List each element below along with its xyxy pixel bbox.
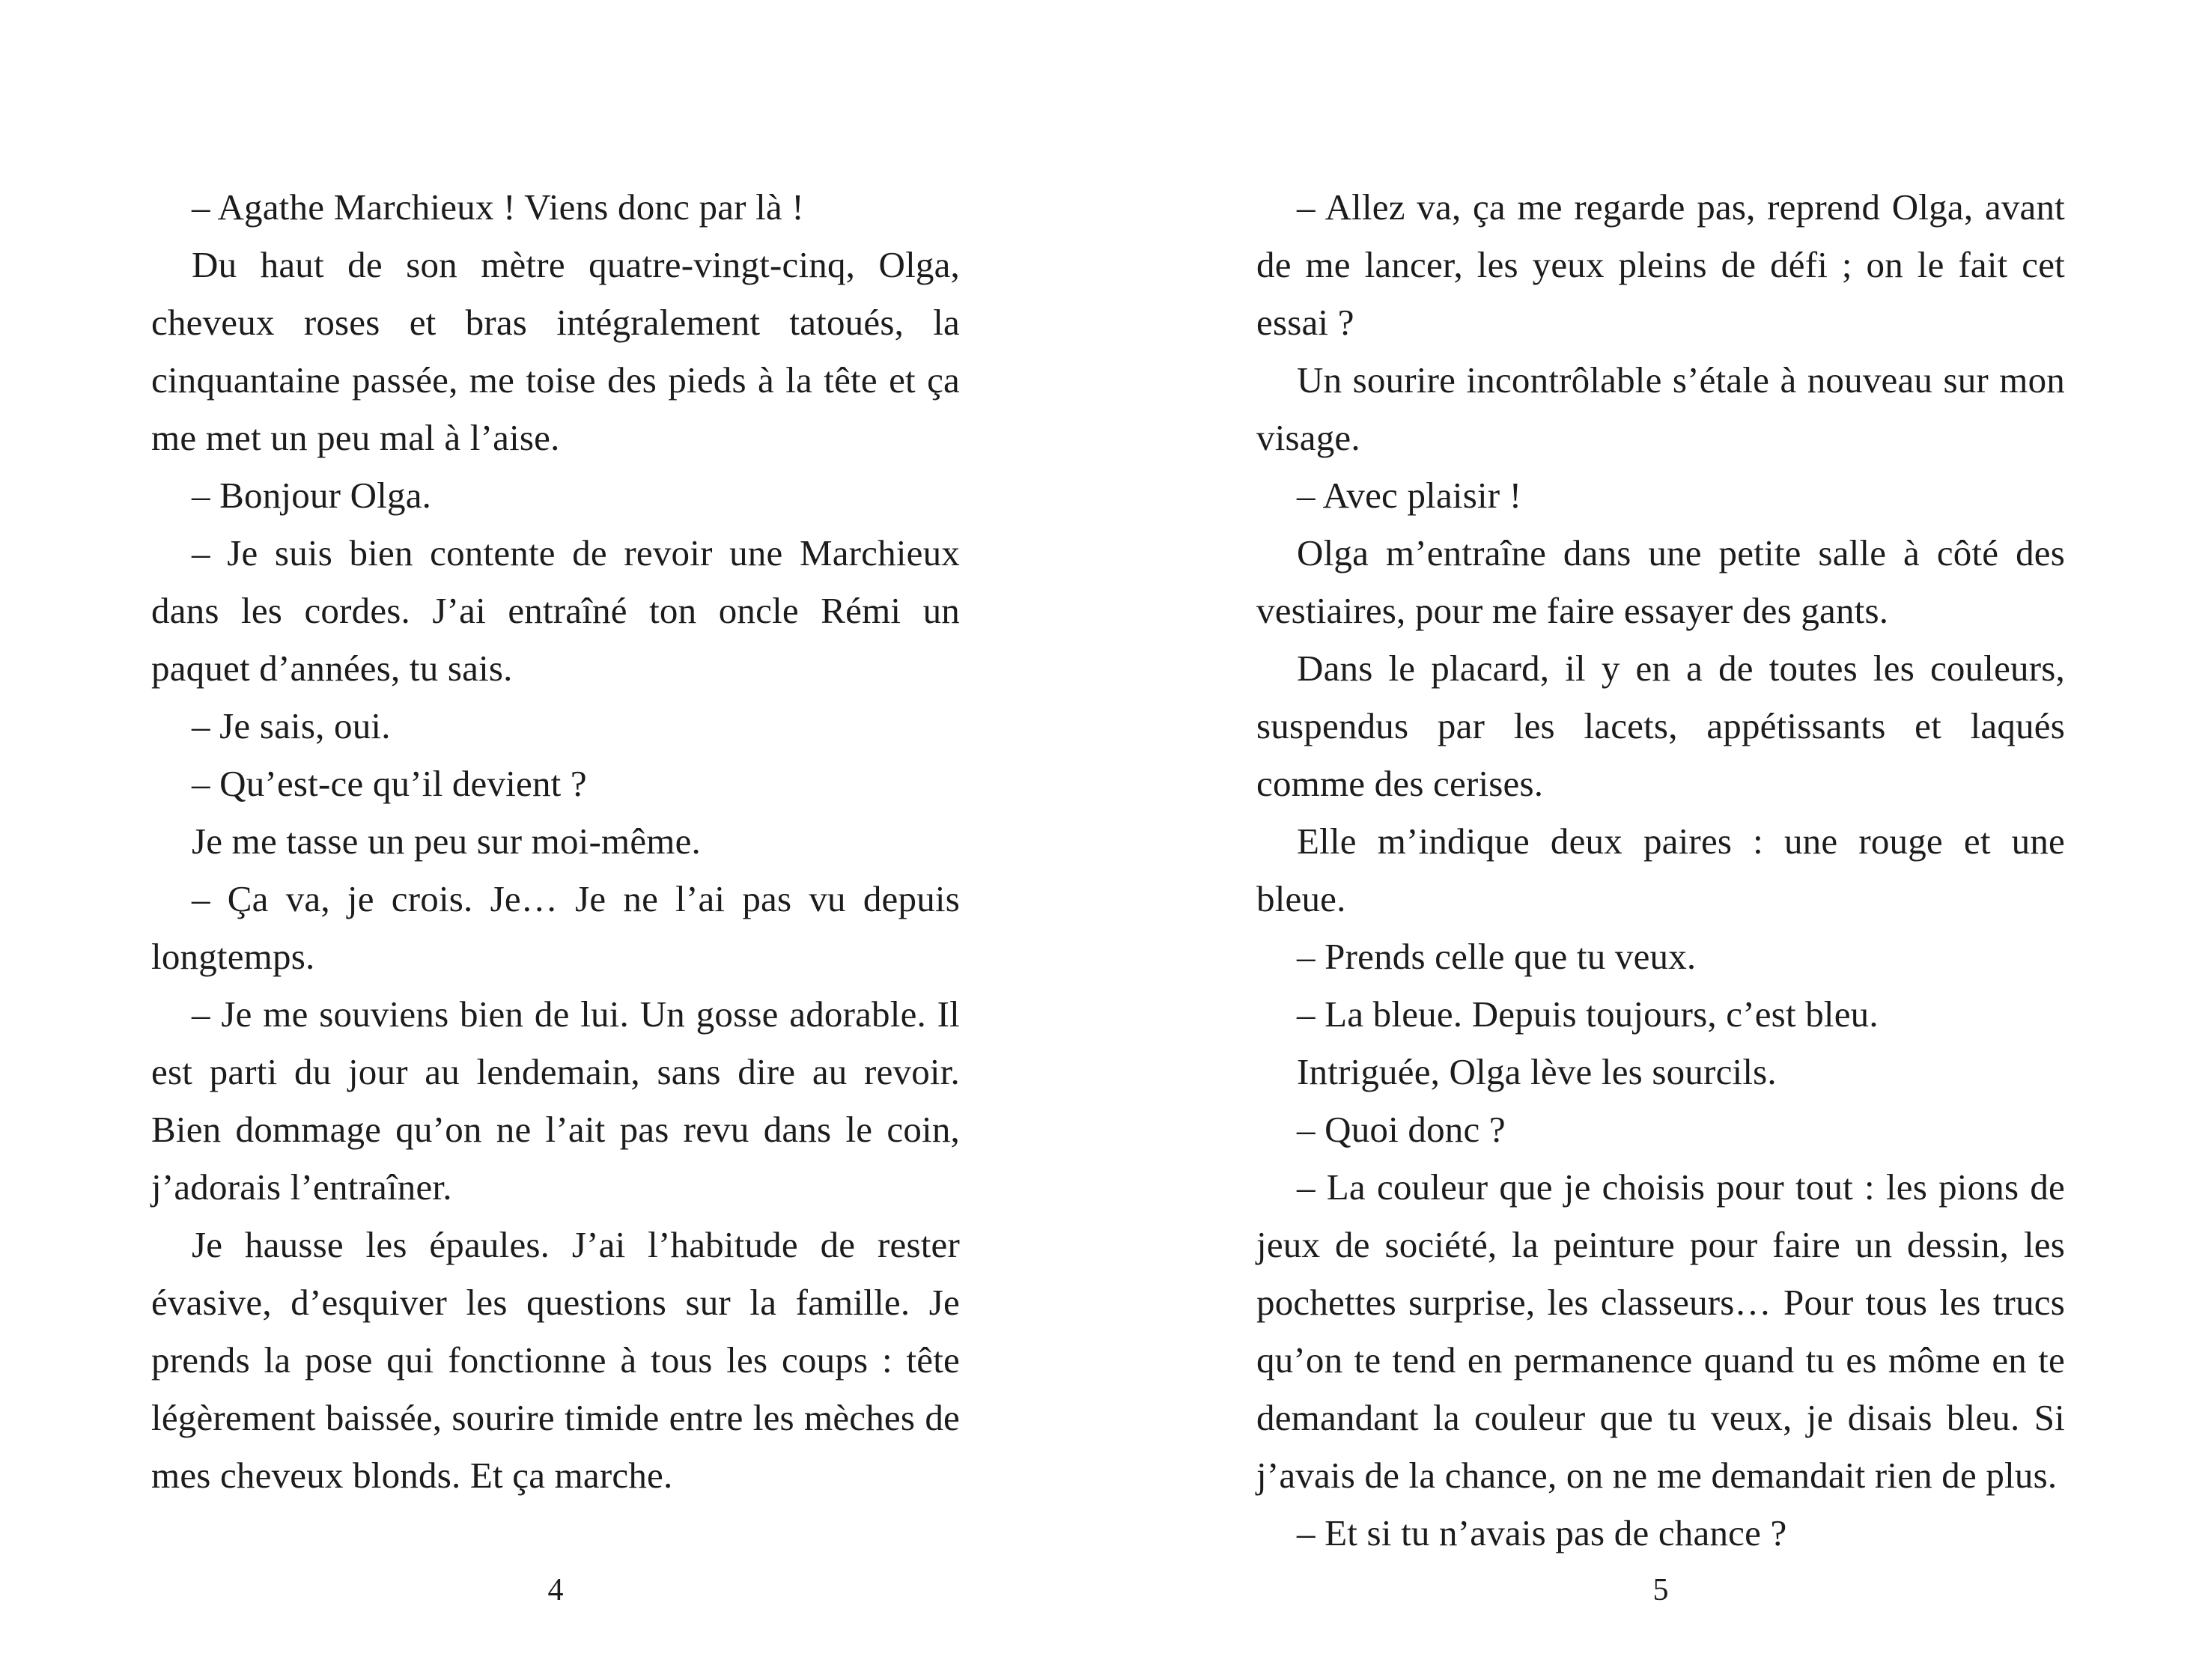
paragraph: – Je sais, oui. bbox=[192, 705, 391, 746]
paragraph: – Allez va, ça me regarde pas, reprend Olga, avant de me lancer, les yeux pleins de défi ; on le fait cet essai ? bbox=[1256, 186, 2065, 343]
page-right bbox=[1105, 0, 2210, 1680]
paragraph: Olga m’entraîne dans une petite salle à côté des vestiaires, pour me faire essayer des gants. bbox=[1256, 532, 2065, 631]
paragraph: – Je me souviens bien de lui. Un gosse adorable. Il est parti du jour au lendemain, sans dire au revoir. Bien dommage qu’on ne l’ait pas revu dans le coin, j’adorais l’entraîner. bbox=[151, 993, 960, 1208]
paragraph: – Quoi donc ? bbox=[1297, 1109, 1506, 1150]
paragraph: Elle m’indique deux paires : une rouge et une bleue. bbox=[1256, 821, 2065, 919]
paragraph: – La couleur que je choisis pour tout : les pions de jeux de société, la peinture pour faire un dessin, les pochettes surprise, les classeurs… Pour tous les trucs qu’on te tend en permanence quand tu es môme en te demandant la couleur que tu veux, je disais bleu. Si j’avais de la chance, on ne me demandait rien de plus. bbox=[1256, 1166, 2065, 1496]
paragraph: – Ça va, je crois. Je… Je ne l’ai pas vu depuis longtemps. bbox=[151, 878, 960, 977]
page-number-right: 5 bbox=[1652, 1573, 1669, 1607]
paragraph: Dans le placard, il y en a de toutes les couleurs, suspendus par les lacets, appétissants et laqués comme des cerises. bbox=[1256, 648, 2065, 804]
paragraph: Je me tasse un peu sur moi-même. bbox=[192, 821, 701, 862]
paragraph: – Prends celle que tu veux. bbox=[1297, 936, 1697, 977]
paragraph: Je hausse les épaules. J’ai l’habitude de rester évasive, d’esquiver les questions sur la famille. Je prends la pose qui fonctionne à tous les coups : tête légèrement baissée, sourire timide entre les mèches de mes cheveux blonds. Et ça marche. bbox=[151, 1224, 960, 1496]
paragraph: Un sourire incontrôlable s’étale à nouveau sur mon visage. bbox=[1256, 359, 2065, 458]
paragraph: – Agathe Marchieux ! Viens donc par là ! bbox=[192, 186, 804, 228]
paragraph: – Avec plaisir ! bbox=[1297, 475, 1522, 516]
page-left-text bbox=[151, 178, 960, 1504]
paragraph: Intriguée, Olga lève les sourcils. bbox=[1297, 1051, 1777, 1092]
paragraph: Du haut de son mètre quatre-vingt-cinq, Olga, cheveux roses et bras intégralement tatoués, la cinquantaine passée, me toise des pieds à la tête et ça me met un peu mal à l’aise. bbox=[151, 244, 960, 458]
page-right-text bbox=[1256, 178, 2065, 1562]
paragraph: – Je suis bien contente de revoir une Marchieux dans les cordes. J’ai entraîné ton oncle Rémi un paquet d’années, tu sais. bbox=[151, 532, 960, 689]
paragraph: – Qu’est-ce qu’il devient ? bbox=[192, 763, 587, 804]
page-left bbox=[0, 0, 1105, 1680]
paragraph: – La bleue. Depuis toujours, c’est bleu. bbox=[1297, 993, 1879, 1035]
page-number-left: 4 bbox=[547, 1573, 564, 1607]
paragraph: – Bonjour Olga. bbox=[192, 475, 432, 516]
paragraph: – Et si tu n’avais pas de chance ? bbox=[1297, 1512, 1787, 1553]
